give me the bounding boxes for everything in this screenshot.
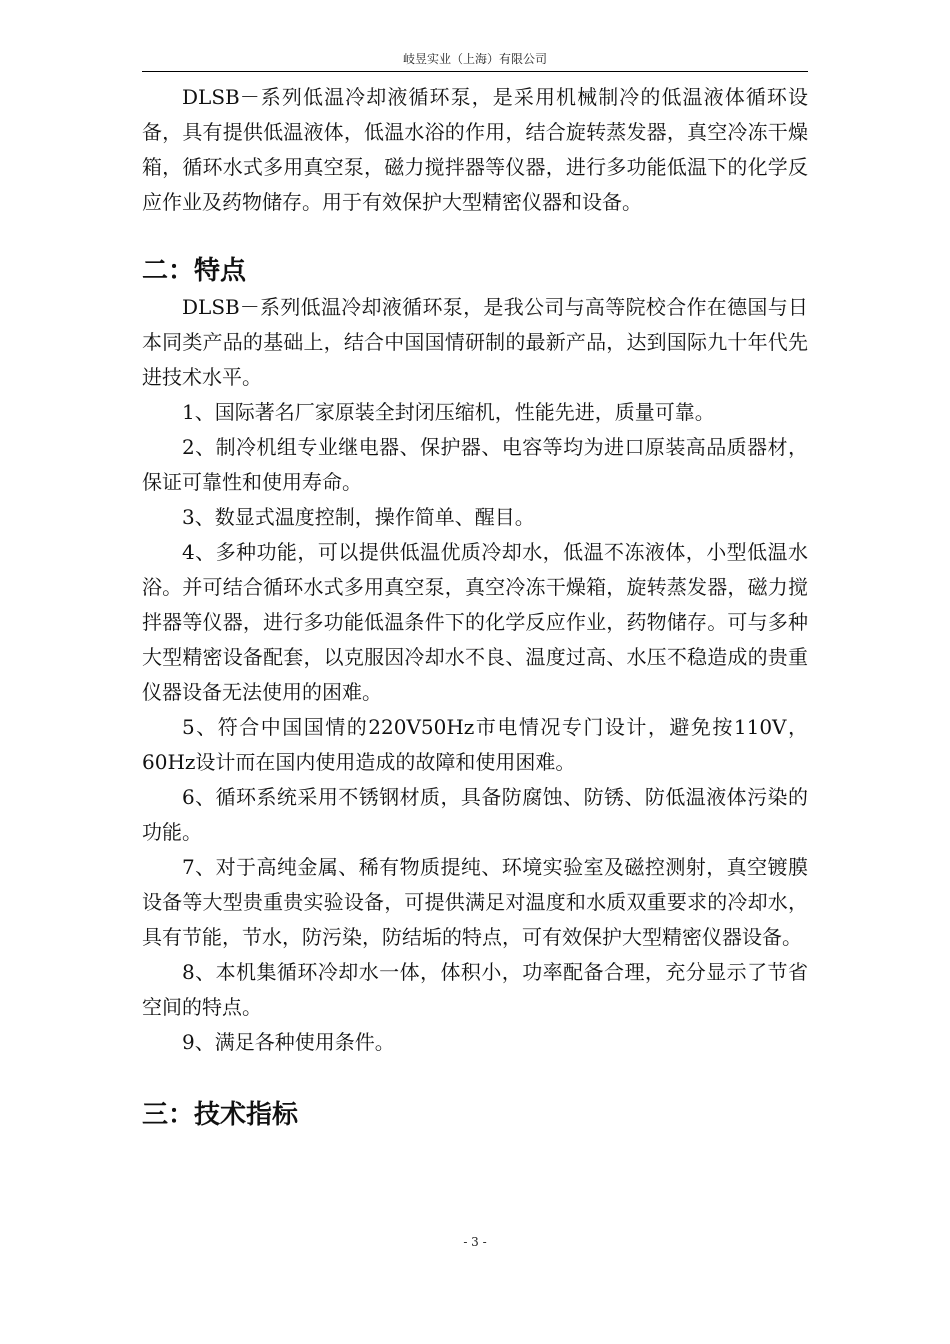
section-heading-specs: 三：技术指标 [142, 1100, 299, 1130]
feature-item: 4、多种功能，可以提供低温优质冷却水，低温不冻液体，小型低温水浴。并可结合循环水式多用真空泵，真空冷冻干燥箱，旋转蒸发器，磁力搅拌器等仪器，进行多功能低温条件下的化学反应作业，药物储存。可与多种大型精密设备配套，以克服因冷却水不良、温度过高、水压不稳造成的贵重仪器设备无法使用的困难。 [142, 540, 808, 704]
page-header: 岐昱实业（上海）有限公司 [402, 52, 547, 66]
section-heading-features: 二：特点 [142, 256, 247, 286]
document-body [142, 80, 808, 1134]
feature-item: 1、国际著名厂家原装全封闭压缩机，性能先进，质量可靠。 [182, 400, 715, 424]
features-intro-paragraph: DLSB－系列低温冷却液循环泵，是我公司与高等院校合作在德国与日本同类产品的基础上，结合中国国情研制的最新产品，达到国际九十年代先进技术水平。 [142, 295, 808, 389]
intro-paragraph: DLSB－系列低温冷却液循环泵，是采用机械制冷的低温液体循环设备，具有提供低温液体，低温水浴的作用，结合旋转蒸发器，真空冷冻干燥箱，循环水式多用真空泵，磁力搅拌器等仪器，进行多功能低温下的化学反应作业及药物储存。用于有效保护大型精密仪器和设备。 [142, 85, 808, 214]
feature-item: 8、本机集循环冷却水一体，体积小，功率配备合理，充分显示了节省空间的特点。 [142, 960, 808, 1019]
feature-item: 9、满足各种使用条件。 [182, 1030, 395, 1054]
header-divider [142, 71, 808, 72]
page-number: - 3 - [463, 1235, 487, 1249]
feature-item: 5、符合中国国情的220V50Hz市电情况专门设计，避免按110V，60Hz设计而在国内使用造成的故障和使用困难。 [142, 715, 808, 774]
feature-item: 6、循环系统采用不锈钢材质，具备防腐蚀、防锈、防低温液体污染的功能。 [142, 785, 808, 844]
feature-item: 3、数显式温度控制，操作简单、醒目。 [182, 505, 535, 529]
feature-item: 2、制冷机组专业继电器、保护器、电容等均为进口原装高品质器材，保证可靠性和使用寿命。 [142, 435, 808, 494]
feature-item: 7、对于高纯金属、稀有物质提纯、环境实验室及磁控测射，真空镀膜设备等大型贵重贵实验设备，可提供满足对温度和水质双重要求的冷却水，具有节能，节水，防污染，防结垢的特点，可有效保护大型精密仪器设备。 [142, 855, 808, 949]
